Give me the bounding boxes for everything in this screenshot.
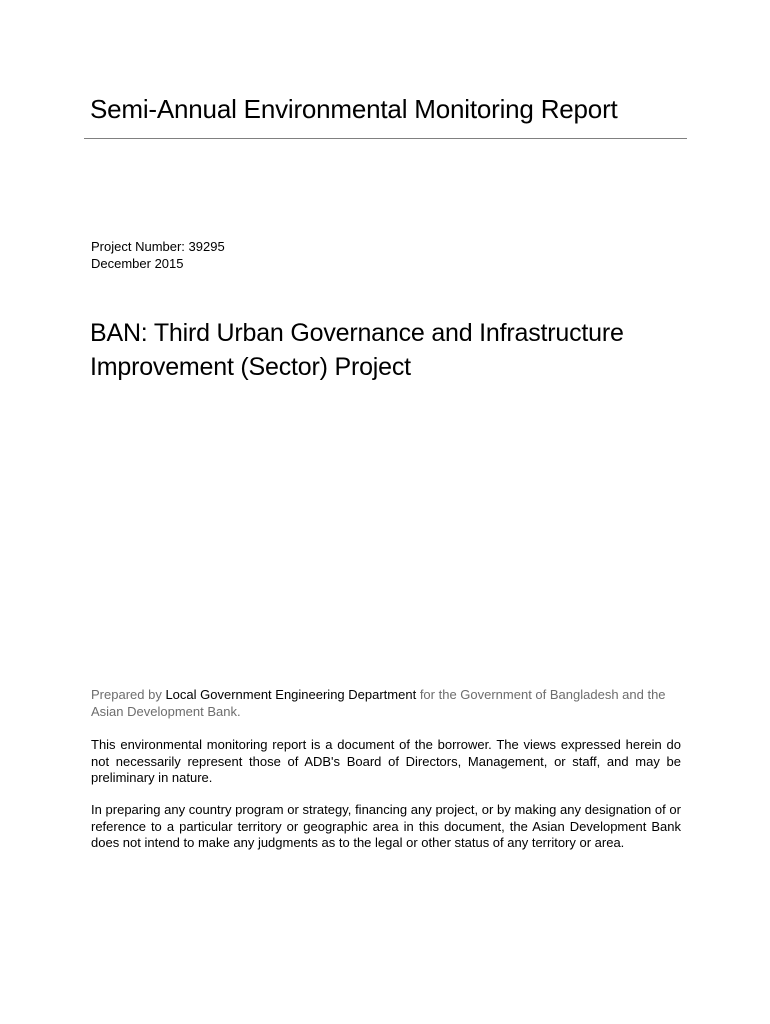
prepared-by-prefix: Prepared by — [91, 687, 166, 702]
report-date: December 2015 — [91, 256, 184, 271]
prepared-by-suffix: for the Government of Bangladesh and the Asian Development Bank. — [91, 687, 666, 719]
project-title-line-1: BAN: Third Urban Governance and Infrastructure — [90, 319, 624, 347]
project-number: Project Number: 39295 — [91, 239, 225, 254]
project-title-line-2: Improvement (Sector) Project — [90, 353, 411, 381]
title-divider — [84, 138, 687, 139]
prepared-by-statement — [91, 686, 681, 720]
preparing-agency: Local Government Engineering Department — [165, 687, 417, 702]
project-title — [90, 316, 690, 384]
disclaimer-paragraph-views: This environmental monitoring report is a document of the borrower. The views expressed herein do not necessarily represent those of ADB's Board of Directors, Management, or staff, and may be preliminary in nature. — [91, 737, 681, 785]
report-type-heading: Semi-Annual Environmental Monitoring Report — [90, 94, 618, 124]
project-meta — [91, 238, 225, 272]
disclaimer-paragraph-territory: In preparing any country program or strategy, financing any project, or by making any designation of or reference to a particular territory or geographic area in this document, the Asian Development Bank does not intend to make any judgments as to the legal or other status of any territory or area. — [91, 802, 681, 850]
